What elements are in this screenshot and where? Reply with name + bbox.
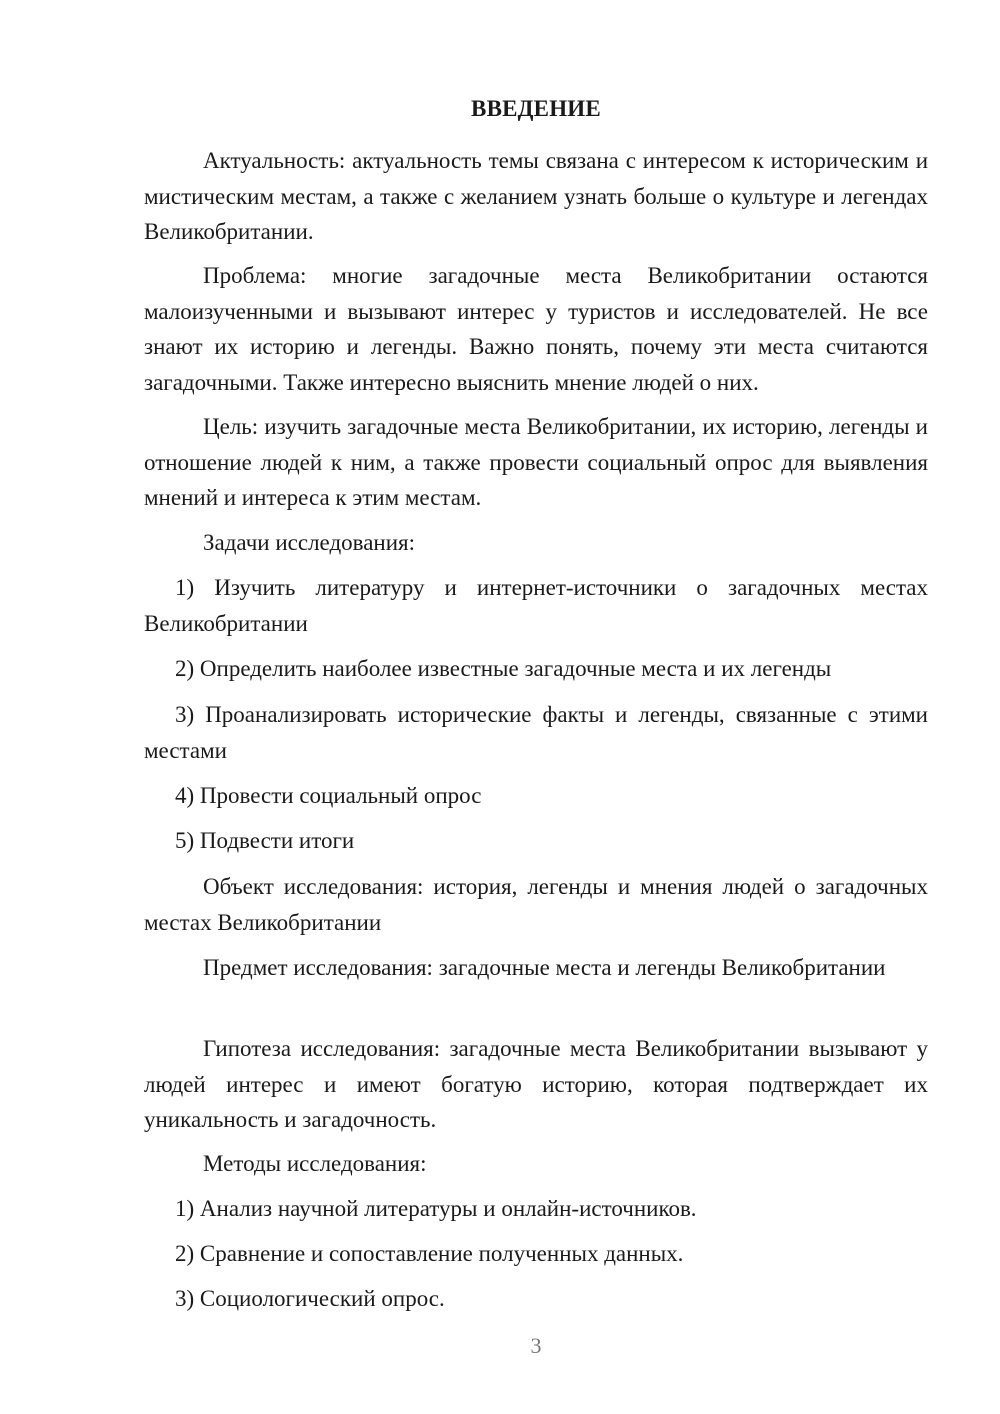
task-item-4: 4) Провести социальный опрос <box>175 783 482 808</box>
paragraph-goal: Цель: изучить загадочные места Великобритании, их историю, легенды и отношение людей к ним, а также провести социальный опрос для выявления мнений и интереса к этим местам. <box>144 414 928 510</box>
method-item-3: 3) Социологический опрос. <box>175 1286 445 1311</box>
paragraph-problem: Проблема: многие загадочные места Великобритании остаются малоизученными и вызывают интерес у туристов и исследователей. Не все знают их историю и легенды. Важно понять, почему эти места считаются загадочными. Также интересно выяснить мнение людей о них. <box>144 263 928 395</box>
paragraph-hypothesis: Гипотеза исследования: загадочные места Великобритании вызывают у людей интерес и имеют богатую историю, которая подтверждает их уникальность и загадочность. <box>144 1036 928 1132</box>
paragraph-relevance: Актуальность: актуальность темы связана с интересом к историческим и мистическим местам, а также с желанием узнать больше о культуре и легендах Великобритании. <box>144 148 928 244</box>
method-item-2: 2) Сравнение и сопоставление полученных данных. <box>175 1241 684 1266</box>
paragraph-subject: Предмет исследования: загадочные места и легенды Великобритании <box>203 955 886 980</box>
task-item-5: 5) Подвести итоги <box>175 828 355 853</box>
task-item-3: 3) Проанализировать исторические факты и легенды, связанные с этими местами <box>144 702 928 763</box>
method-item-1: 1) Анализ научной литературы и онлайн-источников. <box>175 1196 697 1221</box>
task-item-1: 1) Изучить литературу и интернет-источники о загадочных местах Великобритании <box>144 575 928 636</box>
task-item-2: 2) Определить наиболее известные загадочные места и их легенды <box>175 656 832 681</box>
page-title: ВВЕДЕНИЕ <box>471 96 601 121</box>
page-number: 3 <box>530 1333 542 1358</box>
tasks-heading: Задачи исследования: <box>203 530 416 555</box>
methods-heading: Методы исследования: <box>203 1151 427 1176</box>
paragraph-object: Объект исследования: история, легенды и мнения людей о загадочных местах Великобритании <box>144 874 928 935</box>
